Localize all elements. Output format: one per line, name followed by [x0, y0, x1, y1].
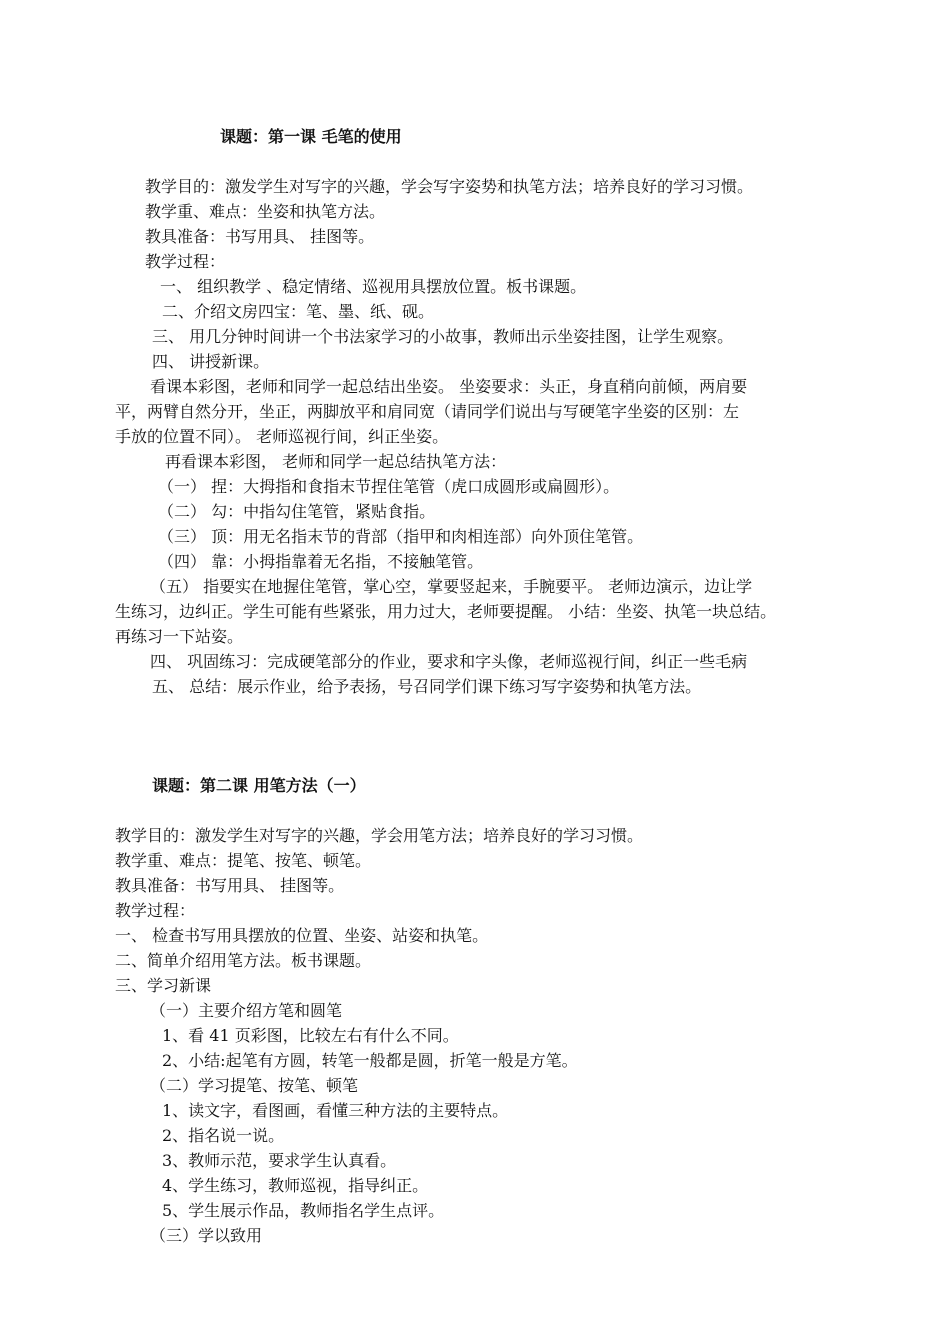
lesson2-line: （一）主要介绍方笔和圆笔 [150, 1001, 343, 1020]
lesson1-line: （三） 顶：用无名指末节的背部（指甲和肉相连部）向外顶住笔管。 [158, 527, 644, 546]
lesson2-line: 4、学生练习，教师巡视，指导纠正。 [162, 1176, 429, 1195]
lesson1-line: 再练习一下站姿。 [115, 627, 244, 646]
lesson1-line: 五、 总结：展示作业，给予表扬，号召同学们课下练习写字姿势和执笔方法。 [152, 677, 702, 696]
lesson1-line: 看课本彩图，老师和同学一起总结出坐姿。 坐姿要求：头正，身直稍向前倾，两肩要 [150, 377, 748, 396]
lesson1-line: 一、 组织教学 、稳定情绪、巡视用具摆放位置。板书课题。 [160, 277, 587, 296]
lesson1-line: 二、介绍文房四宝：笔、墨、纸、砚。 [162, 302, 435, 321]
lesson2-line: 三、学习新课 [115, 976, 212, 995]
lesson1-line: 四、 讲授新课。 [152, 352, 270, 371]
lesson2-line: 二、简单介绍用笔方法。板书课题。 [115, 951, 372, 970]
lesson2-title: 课题：第二课 用笔方法（一） [152, 776, 366, 795]
lesson2-line: （三）学以致用 [150, 1226, 263, 1245]
lesson2-line: 1、看 41 页彩图，比较左右有什么不同。 [162, 1026, 459, 1045]
lesson1-line: 教学重、难点：坐姿和执笔方法。 [145, 202, 386, 221]
lesson2-line: 2、指名说一说。 [162, 1126, 285, 1145]
lesson2-line: 教具准备：书写用具、 挂图等。 [115, 876, 345, 895]
lesson2-line: 教学目的：激发学生对写字的兴趣，学会用笔方法；培养良好的学习习惯。 [115, 826, 644, 845]
lesson2-line: 教学过程： [115, 901, 196, 920]
lesson1-line: 再看课本彩图， 老师和同学一起总结执笔方法： [165, 452, 507, 471]
lesson1-line: 教具准备：书写用具、 挂图等。 [145, 227, 375, 246]
lesson1-line: 手放的位置不同）。 老师巡视行间，纠正坐姿。 [115, 427, 449, 446]
lesson2-line: 5、学生展示作品，教师指名学生点评。 [162, 1201, 445, 1220]
lesson1-line: （二） 勾：中指勾住笔管，紧贴食指。 [158, 502, 436, 521]
lesson1-line: 教学目的：激发学生对写字的兴趣，学会写字姿势和执笔方法；培养良好的学习习惯。 [145, 177, 754, 196]
lesson2-line: 1、读文字，看图画，看懂三种方法的主要特点。 [162, 1101, 509, 1120]
lesson1-line: 四、 巩固练习：完成硬笔部分的作业，要求和字头像，老师巡视行间，纠正一些毛病 [150, 652, 748, 671]
lesson1-line: （一） 捏：大拇指和食指末节捏住笔管（虎口成圆形或扁圆形）。 [158, 477, 620, 496]
lesson1-line: （五） 指要实在地握住笔管，掌心空，掌要竖起来，手腕要平。 老师边演示，边让学 [150, 577, 753, 596]
lesson1-line: （四） 靠：小拇指靠着无名指，不接触笔管。 [158, 552, 484, 571]
lesson2-line: 2、小结:起笔有方圆，转笔一般都是圆，折笔一般是方笔。 [162, 1051, 578, 1070]
lesson2-line: 教学重、难点：提笔、按笔、顿笔。 [115, 851, 372, 870]
lesson2-line: 3、教师示范，要求学生认真看。 [162, 1151, 397, 1170]
lesson1-line: 三、 用几分钟时间讲一个书法家学习的小故事，教师出示坐姿挂图，让学生观察。 [152, 327, 734, 346]
lesson1-line: 平，两臂自然分开，坐正，两脚放平和肩同宽（请同学们说出与写硬笔字坐姿的区别：左 [115, 402, 740, 421]
lesson1-line: 生练习，边纠正。学生可能有些紧张，用力过大，老师要提醒。 小结：坐姿、执笔一块总结。 [115, 602, 777, 621]
lesson2-line: （二）学习提笔、按笔、顿笔 [150, 1076, 359, 1095]
lesson2-line: 一、 检查书写用具摆放的位置、坐姿、站姿和执笔。 [115, 926, 489, 945]
lesson1-line: 教学过程： [145, 252, 226, 271]
lesson1-title: 课题：第一课 毛笔的使用 [220, 127, 402, 146]
